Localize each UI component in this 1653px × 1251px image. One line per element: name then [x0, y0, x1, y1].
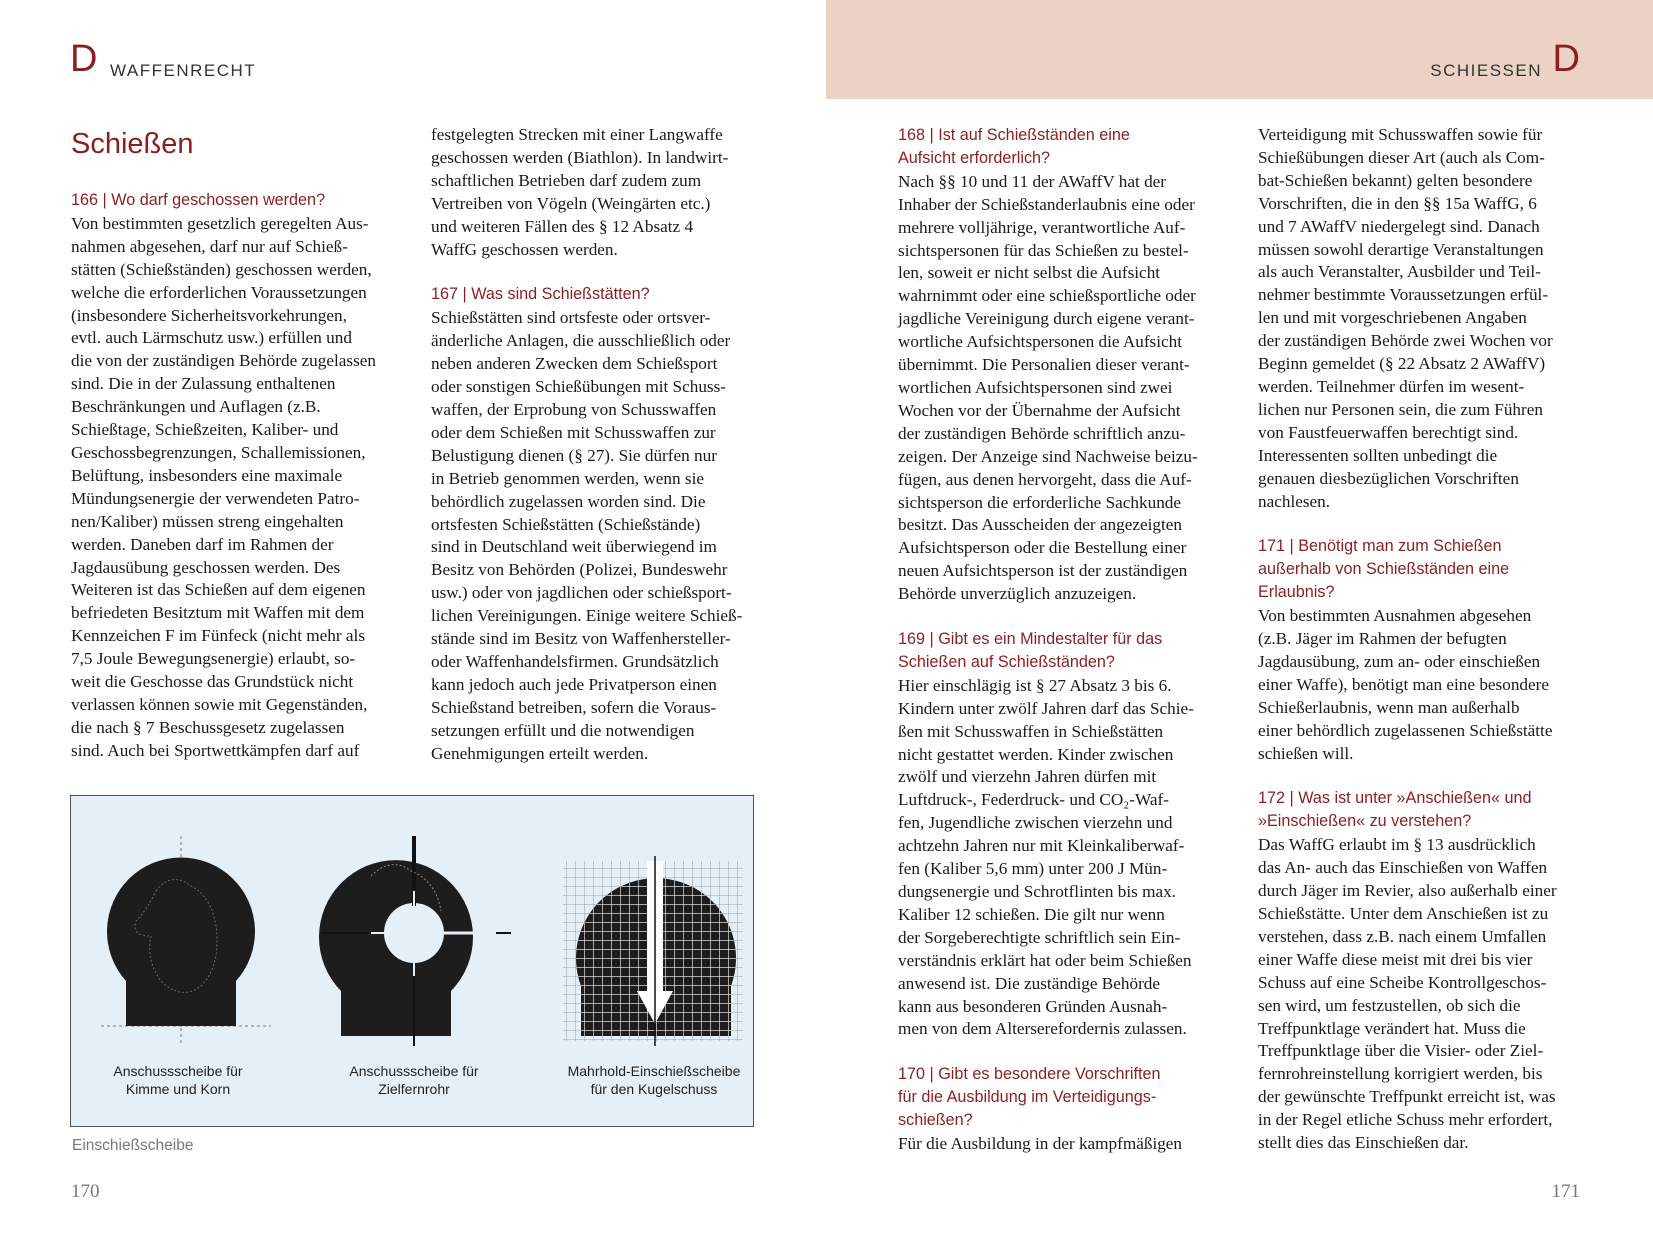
- text-line: Schießerlaubnis, wenn man außerhalb: [1258, 697, 1520, 717]
- text-line: befriedeten Besitztum mit Waffen mit dem: [71, 603, 365, 623]
- question-167-body: [431, 307, 771, 765]
- column-4: [1258, 124, 1598, 1155]
- text-line: Schießen auf Schießständen?: [898, 652, 1115, 671]
- target-1-label: Anschussscheibe für Kimme und Korn: [113, 1063, 243, 1097]
- text-line: weit die Geschosse das Grundstück nicht: [71, 672, 354, 692]
- text-line: Für die Ausbildung in der kampfmäßigen: [898, 1134, 1183, 1154]
- text-line: nahmen abgesehen, darf nur auf Schieß-: [71, 236, 348, 256]
- chapter-letter-left: D: [70, 38, 98, 80]
- text-line: fen (Kaliber 5,6 mm) unter 200 J Mün-: [898, 859, 1168, 879]
- text-line: setzungen erfüllt und die notwendigen: [431, 720, 695, 740]
- text-line: 170 | Gibt es besondere Vorschriften: [898, 1065, 1161, 1084]
- text-line: Interessenten sollten unbedingt die: [1258, 445, 1498, 465]
- text-line: lichen Vereinigungen. Einige weitere Schieß-: [431, 606, 743, 626]
- target-figure: [70, 795, 754, 1127]
- text-line: neben anderen Zwecken dem Schießsport: [431, 354, 718, 374]
- text-line: der gewünschte Treffpunkt erreicht ist, was: [1258, 1087, 1556, 1107]
- question-170-continuation: [1258, 124, 1598, 513]
- text-line: genauen diesbezüglichen Vorschriften: [1258, 468, 1519, 488]
- text-line: sind. Die in der Zulassung enthaltenen: [71, 374, 336, 394]
- text-line: die nach § 7 Beschussgesetz zugelassen: [71, 717, 345, 737]
- text-line: oder dem Schießen mit Schusswaffen zur: [431, 422, 716, 442]
- text-line: änderliche Anlagen, die ausschließlich oder: [431, 331, 731, 351]
- text-line: men von dem Alterserefordernis zulassen.: [898, 1019, 1187, 1039]
- text-line: 7,5 Joule Bewegungsenergie) erlaubt, so-: [71, 649, 356, 669]
- question-166-continuation: [431, 124, 771, 261]
- text-line: Schießstätten sind ortsfeste oder ortsver-: [431, 308, 711, 328]
- text-line: der zuständigen Behörde schriftlich anzu-: [898, 423, 1186, 443]
- text-line: Inhaber der Schießstanderlaubnis eine oder: [898, 194, 1195, 214]
- chapter-letter-right: D: [1552, 38, 1580, 80]
- text-line: Luftdruck-, Federdruck- und CO₂-Waf-: [898, 790, 1169, 810]
- text-line: Kennzeichen F im Fünfeck (nicht mehr als: [71, 626, 366, 646]
- text-line: wortliche Aufsichtspersonen die Aufsicht: [898, 332, 1183, 352]
- text-line: welche die erforderlichen Voraussetzungen: [71, 282, 367, 302]
- text-line: von Faustfeuerwaffen berechtigt sind.: [1258, 422, 1519, 442]
- header-banner: [826, 0, 1653, 99]
- text-line: WaffG geschossen werden.: [431, 239, 618, 259]
- text-line: Genehmigungen erteilt werden.: [431, 743, 649, 763]
- text-line: verstehen, dass z.B. nach einem Umfallen: [1258, 926, 1547, 946]
- question-167-title: 167 | Was sind Schießstätten?: [431, 285, 650, 304]
- column-1: [71, 124, 401, 763]
- target-mahrhold: [563, 856, 743, 1046]
- text-line: einer Waffe), benötigt man eine besondere: [1258, 674, 1550, 694]
- text-line: Geschossbegrenzungen, Schallemissionen,: [71, 442, 366, 462]
- text-line: einer Waffe diese meist mit drei bis vier: [1258, 949, 1533, 969]
- text-line: bat-Schießen bekannt) gelten besondere: [1258, 170, 1533, 190]
- text-line: kann aus besonderen Gründen Ausnah-: [898, 996, 1168, 1016]
- text-line: Kaliber 12 schießen. Die gilt nur wenn: [898, 904, 1165, 924]
- text-line: wortlichen Aufsichtspersonen sind zwei: [898, 377, 1173, 397]
- text-line: anwesend ist. Die zuständige Behörde: [898, 973, 1161, 993]
- text-line: fernrohreinstellung korrigiert werden, bis: [1258, 1064, 1543, 1084]
- column-2: [431, 124, 771, 765]
- text-line: Behörde unverzüglich anzuzeigen.: [898, 584, 1137, 604]
- text-line: verlassen können sowie mit Gegenständen,: [71, 694, 368, 714]
- text-line: der Sorgeberechtigte schriftlich sein Ein-: [898, 927, 1181, 947]
- text-line: ortsfesten Schießstätten (Schießstände): [431, 514, 701, 534]
- text-line: einer behördlich zugelassenen Schießstätte: [1258, 720, 1553, 740]
- text-line: 171 | Benötigt man zum Schießen: [1258, 537, 1502, 556]
- text-line: Belustigung dienen (§ 27). Sie dürfen nur: [431, 445, 717, 465]
- text-line: stätten (Schießständen) geschossen werden,: [71, 259, 372, 279]
- text-line: dungsenergie und Schrotflinten bis max.: [898, 882, 1176, 901]
- question-172-body: [1258, 834, 1598, 1155]
- right-page: [826, 0, 1652, 1251]
- text-line: durch Jäger im Revier, also außerhalb einer: [1258, 881, 1557, 901]
- text-line: für die Ausbildung im Verteidigungs-: [898, 1088, 1157, 1107]
- text-line: wahrnimmt oder eine schießsportliche oder: [898, 286, 1196, 306]
- text-line: Hier einschlägig ist § 27 Absatz 3 bis 6.: [898, 675, 1172, 695]
- text-line: und weiteren Fällen des § 12 Absatz 4: [431, 216, 694, 236]
- text-line: Das WaffG erlaubt im § 13 ausdrücklich: [1258, 835, 1536, 855]
- text-line: sen wird, um festzustellen, ob sich die: [1258, 995, 1521, 1015]
- text-line: außerhalb von Schießständen eine: [1258, 560, 1510, 579]
- text-line: kann jedoch auch jede Privatperson einen: [431, 674, 717, 694]
- question-170-title: [898, 1063, 1238, 1132]
- question-171-body: [1258, 605, 1598, 765]
- text-line: müssen sowohl derartige Veranstaltungen: [1258, 239, 1544, 259]
- text-line: schießen will.: [1258, 743, 1354, 763]
- text-line: jagdliche Vereinigung durch eigene verant-: [898, 309, 1195, 329]
- text-line: übernimmt. Die Personalien dieser verant-: [898, 355, 1190, 375]
- text-line: das An- auch das Einschießen von Waffen: [1258, 858, 1548, 878]
- text-line: Besitz von Behörden (Polizei, Bundeswehr: [431, 560, 728, 580]
- text-line: sichtsperson die erforderliche Sachkunde: [898, 492, 1182, 512]
- text-line: Jagdausübung, zum an- oder einschießen: [1258, 651, 1541, 671]
- text-line: (z.B. Jäger im Rahmen der befugten: [1258, 629, 1507, 649]
- text-line: zwölf und vierzehn Jahren dürfen mit: [898, 767, 1157, 787]
- text-line: mehrere volljährige, verantwortliche Auf-: [898, 217, 1186, 237]
- text-line: Weiteren ist das Schießen auf dem eigenen: [71, 580, 366, 600]
- text-line: »Einschießen« zu verstehen?: [1258, 812, 1472, 831]
- text-line: (insbesondere Sicherheitsvorkehrungen,: [71, 305, 347, 325]
- text-line: usw.) oder von jagdlichen oder schießsport-: [431, 583, 732, 603]
- page-number-right: 171: [1551, 1181, 1580, 1202]
- text-line: werden. Daneben darf im Rahmen der: [71, 534, 334, 554]
- question-171-title: [1258, 535, 1598, 604]
- text-line: verständnis erklärt hat oder beim Schießen: [898, 950, 1192, 970]
- text-line: sind in Deutschland weit überwiegend im: [431, 537, 717, 557]
- question-170-body: [898, 1133, 1238, 1156]
- text-line: sind. Auch bei Sportwettkämpfen darf auf: [71, 740, 360, 760]
- text-line: Von bestimmten Ausnahmen abgesehen: [1258, 606, 1532, 626]
- text-line: len, soweit er nicht selbst die Aufsicht: [898, 263, 1161, 283]
- text-line: fügen, aus denen hervorgeht, dass die Auf-: [898, 469, 1192, 489]
- text-line: oder Waffenhandelsfirmen. Grundsätzlich: [431, 651, 719, 671]
- text-line: Schuss auf eine Scheibe Kontrollgeschos-: [1258, 972, 1547, 992]
- text-line: Jagdausübung geschossen werden. Des: [71, 557, 341, 577]
- text-line: ßen mit Schusswaffen in Schießstätten: [898, 721, 1164, 741]
- question-166-body: [71, 213, 401, 763]
- text-line: Schießübungen dieser Art (auch als Com-: [1258, 147, 1545, 167]
- text-line: 169 | Gibt es ein Mindestalter für das: [898, 630, 1163, 649]
- target-kimme-korn: [101, 836, 271, 1046]
- text-line: Treffpunktlage über die Visier- oder Ziel-: [1258, 1041, 1544, 1061]
- text-line: Erlaubnis?: [1258, 583, 1335, 602]
- column-3: [898, 124, 1238, 1156]
- text-line: fen, Jugendliche zwischen vierzehn und: [898, 813, 1173, 833]
- text-line: stellt dies das Einschießen dar.: [1258, 1133, 1469, 1153]
- text-line: Kindern unter zwölf Jahren darf das Schie-: [898, 698, 1194, 718]
- text-line: die von der zuständigen Behörde zugelassen: [71, 351, 376, 371]
- text-line: 168 | Ist auf Schießständen eine: [898, 126, 1130, 144]
- text-line: festgelegten Strecken mit einer Langwaffe: [431, 125, 723, 144]
- text-line: Beginn gemeldet (§ 22 Absatz 2 AWaffV): [1258, 354, 1546, 374]
- figure-caption: Einschießscheibe: [72, 1137, 194, 1154]
- section-title: Schießen: [71, 128, 194, 160]
- text-line: geschossen werden (Biathlon). In landwirt-: [431, 147, 729, 167]
- text-line: zeigen. Der Anzeige sind Nachweise beizu-: [898, 446, 1198, 466]
- running-header-left: WAFFENRECHT: [110, 61, 257, 80]
- text-line: schießen?: [898, 1111, 973, 1130]
- text-line: besitzt. Das Ausscheiden der angezeigten: [898, 515, 1182, 535]
- text-line: Schießstätte. Unter dem Anschießen ist zu: [1258, 904, 1549, 923]
- text-line: sichtspersonen für das Schießen zu bestel-: [898, 240, 1189, 260]
- question-172-title: [1258, 787, 1598, 833]
- text-line: len und mit vorgeschriebenen Angaben: [1258, 308, 1527, 328]
- text-line: oder sonstigen Schießübungen mit Schuss-: [431, 377, 727, 397]
- text-line: Wochen vor der Übernahme der Aufsicht: [898, 400, 1181, 420]
- text-line: Belüftung, insbesonders eine maximale: [71, 465, 343, 485]
- text-line: achtzehn Jahren nur mit Kleinkaliberwaf-: [898, 836, 1185, 856]
- question-169-body: [898, 675, 1238, 1042]
- text-line: Nach §§ 10 und 11 der AWaffV hat der: [898, 171, 1167, 191]
- text-line: nicht gestattet werden. Kinder zwischen: [898, 744, 1174, 764]
- text-line: Mündungsenergie der verwendeten Patro-: [71, 488, 360, 508]
- running-header-right: SCHIESSEN: [1430, 61, 1542, 80]
- page-number-left: 170: [71, 1181, 100, 1202]
- text-line: Aufsichtsperson oder die Bestellung einer: [898, 538, 1187, 558]
- text-line: Schießtage, Schießzeiten, Kaliber- und: [71, 420, 339, 440]
- text-line: Schießstand betreiben, sofern die Voraus-: [431, 697, 717, 717]
- text-line: in Betrieb genommen werden, wenn sie: [431, 468, 705, 488]
- question-169-title: [898, 628, 1238, 674]
- text-line: evtl. auch Lärmschutz usw.) erfüllen und: [71, 328, 352, 348]
- text-line: Aufsicht erforderlich?: [898, 148, 1051, 167]
- text-line: Von bestimmten gesetzlich geregelten Aus-: [71, 213, 369, 233]
- text-line: Vertreiben von Vögeln (Weingärten etc.): [431, 193, 711, 213]
- text-line: lichen nur Personen sein, die zum Führen: [1258, 399, 1543, 419]
- target-zielfernrohr: [319, 836, 511, 1046]
- target-3-label: Mahrhold-Einschießscheibe für den Kugelschuss: [567, 1063, 741, 1097]
- text-line: waffen, der Erprobung von Schusswaffen: [431, 399, 717, 419]
- left-page: [0, 0, 826, 1251]
- text-line: 172 | Was ist unter »Anschießen« und: [1258, 789, 1532, 808]
- text-line: nehmer bestimmte Voraussetzungen erfül-: [1258, 285, 1549, 305]
- text-line: Vorschriften, die in den §§ 15a WaffG, 6: [1258, 193, 1537, 213]
- text-line: in der Regel etliche Schuss mehr erfordert,: [1258, 1110, 1553, 1130]
- text-line: nachlesen.: [1258, 491, 1331, 511]
- text-line: neuen Aufsichtsperson ist der zuständigen: [898, 561, 1188, 581]
- text-line: nen/Kaliber) müssen streng eingehalten: [71, 511, 344, 531]
- text-line: als auch Veranstalter, Ausbilder und Teil-: [1258, 262, 1541, 282]
- text-line: Beschränkungen und Auflagen (z.B.: [71, 397, 321, 417]
- target-2-label: Anschussscheibe für Zielfernrohr: [349, 1063, 479, 1097]
- text-line: Treffpunktlage verändert hat. Muss die: [1258, 1018, 1526, 1038]
- text-line: behördlich zugelassen worden sind. Die: [431, 491, 706, 511]
- text-line: und 7 AWaffV niedergelegt sind. Danach: [1258, 216, 1540, 236]
- question-168-body: [898, 171, 1238, 606]
- question-168-title: [898, 124, 1238, 170]
- text-line: stände sind im Besitz von Waffenhersteller-: [431, 629, 731, 649]
- question-166-title: 166 | Wo darf geschossen werden?: [71, 191, 326, 209]
- text-line: der zuständigen Behörde zwei Wochen vor: [1258, 331, 1553, 351]
- text-line: werden. Teilnehmer dürfen im wesent-: [1258, 376, 1525, 396]
- text-line: schaftlichen Betrieben darf zudem zum: [431, 170, 702, 190]
- text-line: Verteidigung mit Schusswaffen sowie für: [1258, 125, 1543, 144]
